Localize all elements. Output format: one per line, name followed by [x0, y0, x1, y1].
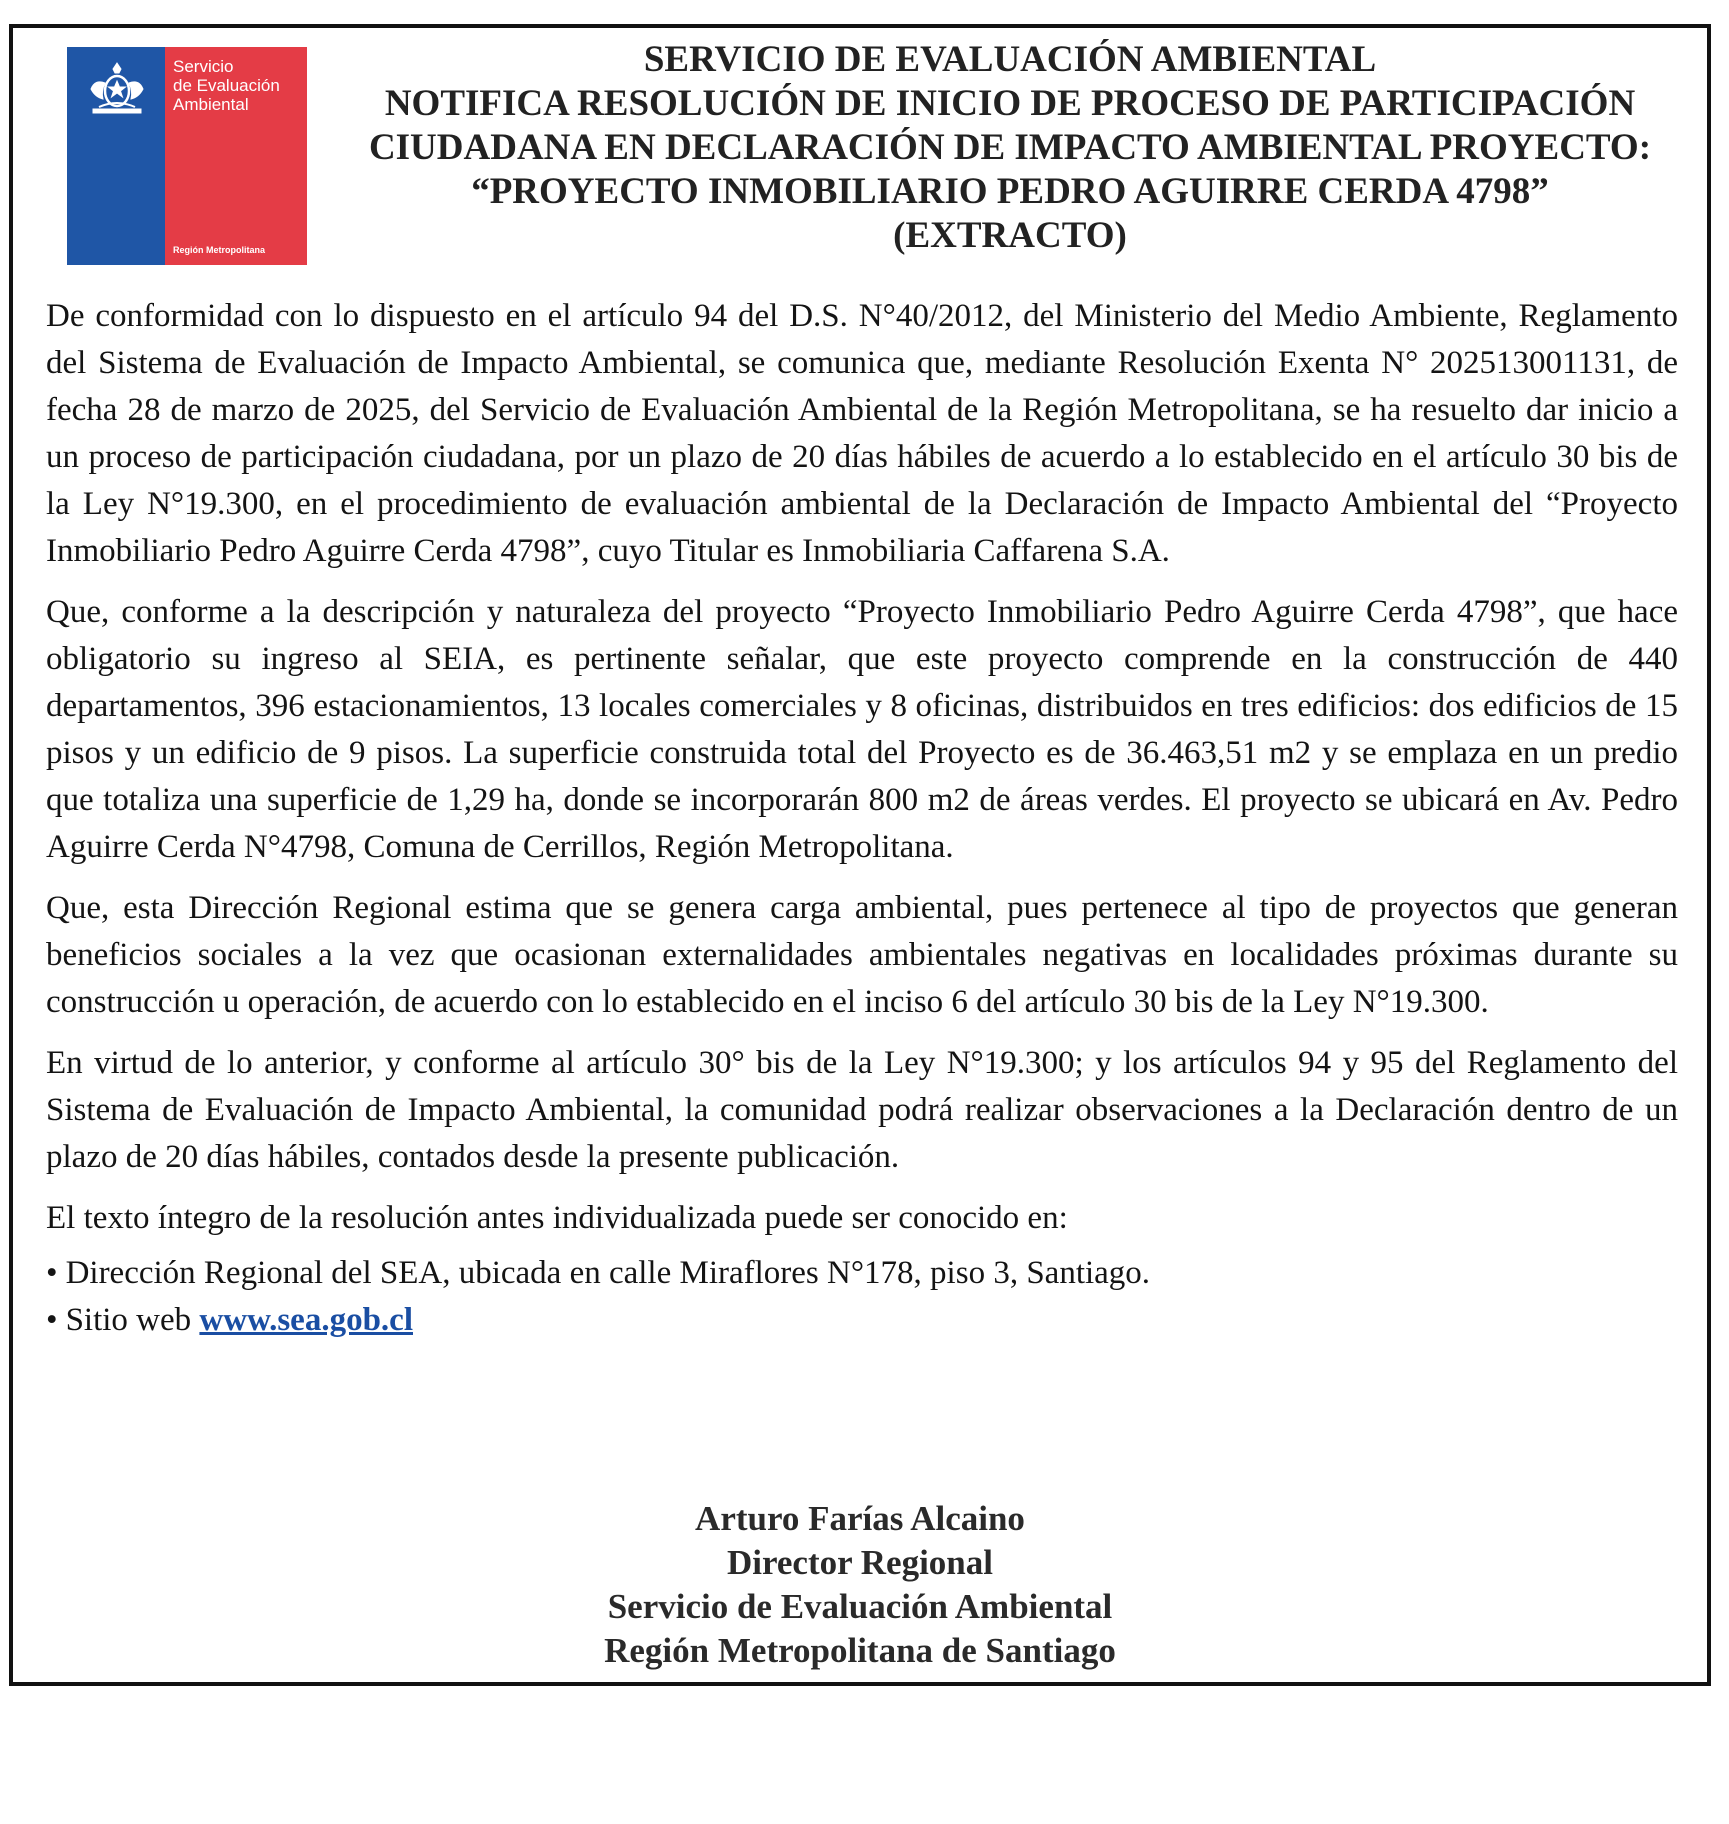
signatory-position: Director Regional	[726, 1543, 993, 1582]
logo-line-3: Ambiental	[173, 95, 249, 114]
notice-body	[46, 293, 1678, 1344]
website-label: Sitio web	[65, 1302, 192, 1338]
website-link[interactable]: www.sea.gob.cl	[199, 1302, 413, 1338]
signatory-name: Arturo Farías Alcaino	[695, 1499, 1025, 1538]
list-item-website	[46, 1297, 1678, 1344]
paragraph-environmental-burden: Que, esta Dirección Regional estima que se genera carga ambiental, pues pertenece al tipo de proyectos que generan beneficios sociales a la vez que ocasionan externalidades ambientales negativas en localidades próximas durante su construcción u operación, de acuerdo con lo establecido en el inciso 6 del artículo 30 bis de la Ley N°19.300.	[46, 890, 1678, 1020]
bullet-icon: •	[46, 1255, 58, 1291]
title-line-5: (EXTRACTO)	[893, 215, 1127, 256]
title-line-3: CIUDADANA EN DECLARACIÓN DE IMPACTO AMBIENTAL PROYECTO:	[368, 127, 1652, 168]
sea-logo	[67, 47, 307, 265]
availability-list	[46, 1250, 1678, 1344]
paragraph-observations-period: En virtud de lo anterior, y conforme al artículo 30° bis de la Ley N°19.300; y los artículos 94 y 95 del Reglamento del Sistema de Evaluación de Impacto Ambiental, la comunidad podrá realizar observaciones a la Declaración dentro de un plazo de 20 días hábiles, contados desde la presente publicación.	[46, 1045, 1678, 1175]
logo-line-2: de Evaluación	[173, 76, 280, 95]
title-line-4: “PROYECTO INMOBILIARIO PEDRO AGUIRRE CERDA 4798”	[471, 171, 1549, 212]
signatory-organization: Servicio de Evaluación Ambiental	[607, 1587, 1113, 1626]
logo-line-1: Servicio	[173, 57, 234, 76]
logo-red-panel	[165, 47, 307, 265]
coat-of-arms-icon	[79, 61, 155, 121]
bullet-icon: •	[46, 1302, 58, 1338]
title-line-2: NOTIFICA RESOLUCIÓN DE INICIO DE PROCESO DE PARTICIPACIÓN	[384, 83, 1636, 124]
signature-block	[9, 1497, 1711, 1673]
signatory-region: Región Metropolitana de Santiago	[604, 1631, 1116, 1670]
logo-blue-panel	[67, 47, 165, 265]
paragraph-project-description: Que, conforme a la descripción y naturaleza del proyecto “Proyecto Inmobiliario Pedro Aguirre Cerda 4798”, que hace obligatorio su ingreso al SEIA, es pertinente señalar, que este proyecto comprende en la construcción de 440 departamentos, 396 estacionamientos, 13 locales comerciales y 8 oficinas, distribuidos en tres edificios: dos edificios de 15 pisos y un edificio de 9 pisos. La superficie construida total del Proyecto es de 36.463,51 m2 y se emplaza en un predio que totaliza una superficie de 1,29 ha, donde se incorporarán 800 m2 de áreas verdes. El proyecto se ubicará en Av. Pedro Aguirre Cerda N°4798, Comuna de Cerrillos, Región Metropolitana.	[46, 594, 1678, 865]
title-line-1: SERVICIO DE EVALUACIÓN AMBIENTAL	[643, 39, 1377, 80]
logo-region: Región Metropolitana	[173, 245, 265, 255]
paragraph-legal-basis: De conformidad con lo dispuesto en el artículo 94 del D.S. N°40/2012, del Ministerio del Medio Ambiente, Reglamento del Sistema de Evaluación de Impacto Ambiental, se comunica que, mediante Resolución Exenta N° 202513001131, de fecha 28 de marzo de 2025, del Servicio de Evaluación Ambiental de la Región Metropolitana, se ha resuelto dar inicio a un proceso de participación ciudadana, por un plazo de 20 días hábiles de acuerdo a lo establecido en el artículo 30 bis de la Ley N°19.300, en el procedimiento de evaluación ambiental de la Declaración de Impacto Ambiental del “Proyecto Inmobiliario Pedro Aguirre Cerda 4798”, cuyo Titular es Inmobiliaria Caffarena S.A.	[46, 298, 1678, 569]
list-item-regional-office	[46, 1250, 1678, 1297]
logo-wordmark	[173, 57, 280, 114]
paragraph-availability-intro: El texto íntegro de la resolución antes individualizada puede ser conocido en:	[46, 1200, 1068, 1236]
regional-office-text: Dirección Regional del SEA, ubicada en calle Miraflores N°178, piso 3, Santiago.	[65, 1255, 1151, 1291]
notice-title	[340, 38, 1680, 258]
